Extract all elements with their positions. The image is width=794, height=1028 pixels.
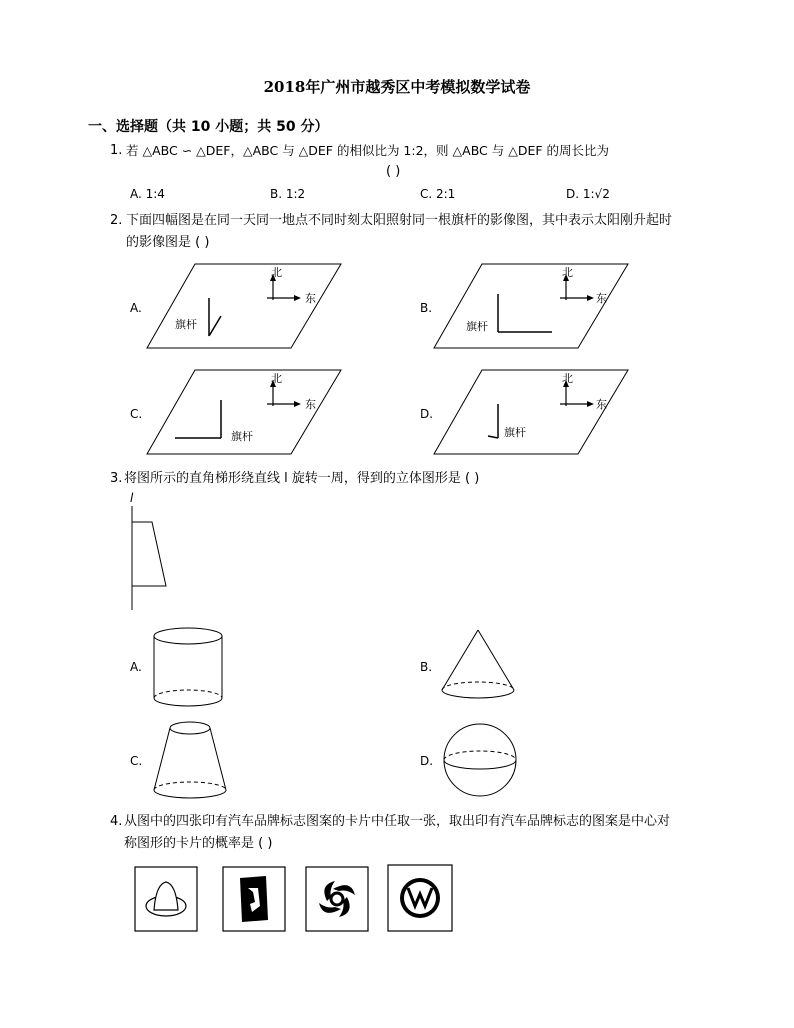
q1-option-b[interactable]: B. 1:2: [270, 187, 306, 201]
logo-card-3[interactable]: [305, 866, 369, 932]
svg-text:北: 北: [562, 266, 573, 279]
q3-trapezoid-figure: [120, 490, 180, 615]
q2-number: 2.: [110, 213, 123, 228]
q2-figure-b: [432, 258, 632, 354]
q2-option-c[interactable]: C.: [130, 407, 143, 421]
sphere-figure: [438, 718, 524, 804]
frustum-figure: [148, 716, 232, 806]
q2-option-d[interactable]: D.: [420, 407, 434, 421]
q3-text: 将图所示的直角梯形绕直线 l 旋转一周，得到的立体图形是 ( ): [124, 471, 480, 486]
q3-option-a[interactable]: A.: [130, 660, 142, 674]
q3-option-b[interactable]: B.: [420, 660, 433, 674]
q4-line2: 称图形的卡片的概率是 ( ): [124, 836, 273, 851]
svg-text:东: 东: [596, 292, 607, 305]
logo-card-2[interactable]: [222, 866, 286, 932]
q2-option-a[interactable]: A.: [130, 301, 142, 315]
section-heading: 一、选择题（共 10 小题；共 50 分）: [88, 119, 329, 135]
east-label: 东: [305, 292, 316, 305]
q3-option-c[interactable]: C.: [130, 754, 143, 768]
logo-card-4[interactable]: [387, 864, 453, 932]
cylinder-figure: [148, 624, 228, 710]
north-label: 北: [271, 266, 282, 279]
q3-number: 3.: [110, 471, 123, 486]
q1-option-c[interactable]: C. 2:1: [420, 187, 456, 201]
q4-line1: 从图中的四张印有汽车品牌标志图案的卡片中任取一张，取出印有汽车品牌标志的图案是中心对: [124, 814, 671, 829]
svg-text:北: 北: [271, 372, 282, 385]
q1-option-d[interactable]: D. 1:√2: [566, 187, 610, 201]
svg-text:旗杆: 旗杆: [504, 426, 526, 439]
q2-figure-c: [145, 364, 345, 460]
q2-figure-a: [145, 258, 345, 354]
q2-option-b[interactable]: B.: [420, 301, 433, 315]
page-title: 2018年广州市越秀区中考模拟数学试卷: [263, 78, 531, 96]
logo-card-1[interactable]: [134, 866, 198, 932]
q1-paren: ( ): [386, 164, 401, 179]
cone-figure: [436, 624, 520, 710]
svg-text:旗杆: 旗杆: [231, 430, 253, 443]
q4-number: 4.: [110, 814, 123, 829]
q1-text: 若 △ABC ∽ △DEF，△ABC 与 △DEF 的相似比为 1:2，则 △ABC 与 △DEF 的周长比为: [126, 143, 610, 158]
q3-option-d[interactable]: D.: [420, 754, 434, 768]
axis-label: l: [130, 491, 134, 505]
q1-option-a[interactable]: A. 1:4: [130, 187, 165, 201]
svg-text:东: 东: [596, 398, 607, 411]
q2-figure-d: [432, 364, 632, 460]
svg-text:北: 北: [562, 372, 573, 385]
pole-label: 旗杆: [175, 318, 197, 331]
q1-number: 1.: [110, 143, 123, 158]
q2-line2: 的影像图是 ( ): [126, 235, 210, 250]
svg-text:旗杆: 旗杆: [466, 320, 488, 333]
q2-line1: 下面四幅图是在同一天同一地点不同时刻太阳照射同一根旗杆的影像图，其中表示太阳刚升起时: [126, 213, 673, 228]
svg-text:东: 东: [305, 398, 316, 411]
